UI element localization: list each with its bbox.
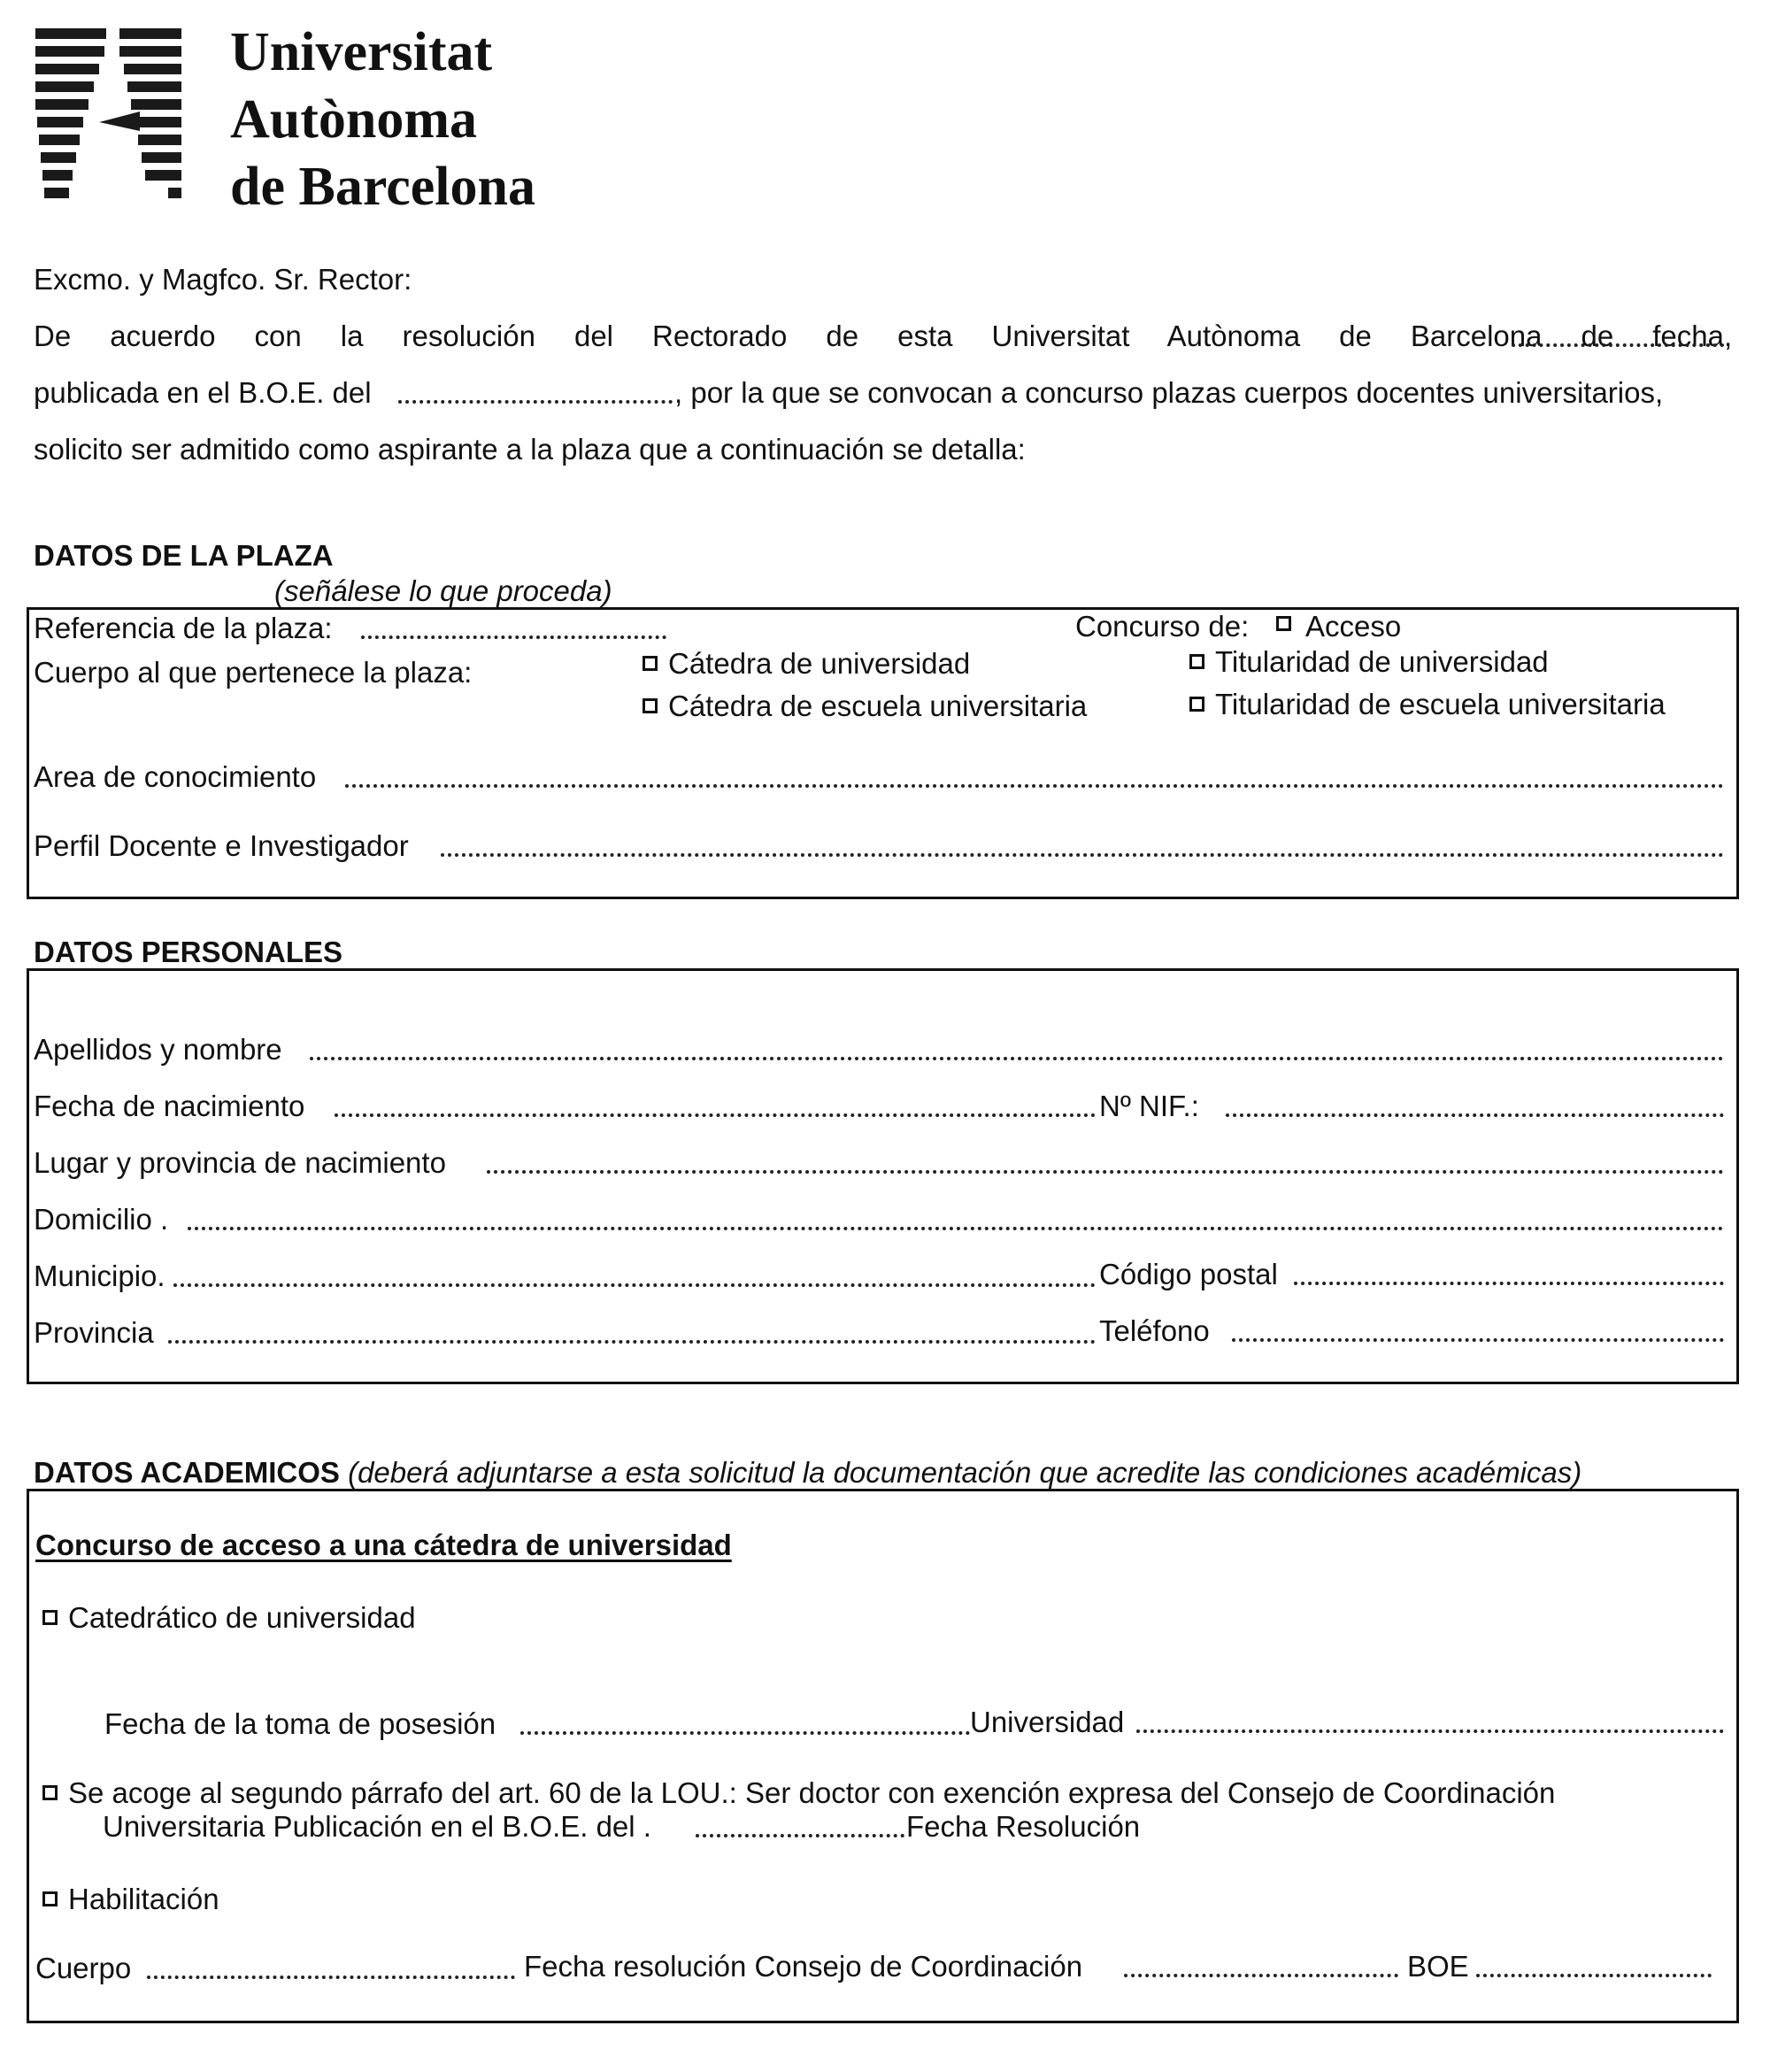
fecha-consejo-label: Fecha resolución Consejo de Coordinación bbox=[524, 1950, 1083, 1983]
option-art60[interactable] bbox=[42, 1775, 1555, 1811]
university-name-line-3: de Barcelona bbox=[230, 157, 535, 217]
boe-field[interactable] bbox=[1476, 1974, 1712, 1977]
provincia-label: Provincia bbox=[34, 1316, 154, 1349]
nif-label: Nº NIF.: bbox=[1099, 1090, 1199, 1122]
catedra-escuela-checkbox[interactable] bbox=[643, 698, 658, 713]
titularidad-escuela-checkbox[interactable] bbox=[1189, 697, 1204, 712]
titularidad-universidad-label: Titularidad de universidad bbox=[1215, 645, 1549, 678]
lugar-nacimiento-field[interactable] bbox=[487, 1170, 1724, 1174]
municipio-label: Municipio. bbox=[34, 1259, 165, 1292]
boe-date-field[interactable] bbox=[398, 400, 673, 404]
domicilio-label: Domicilio . bbox=[34, 1203, 169, 1236]
personal-heading: DATOS PERSONALES bbox=[34, 936, 342, 968]
intro-line-2-start: publicada en el B.O.E. del bbox=[34, 376, 372, 409]
art60-fecha-resolucion-label: Fecha Resolución bbox=[906, 1810, 1141, 1843]
university-logo bbox=[35, 27, 186, 204]
subsection-title: Concurso de acceso a una cátedra de universidad bbox=[35, 1529, 732, 1561]
intro-line-1-end: , bbox=[1724, 320, 1733, 352]
intro-line-1 bbox=[34, 319, 1724, 354]
cuerpo-habilitacion-label: Cuerpo bbox=[35, 1952, 132, 1984]
university-name-line-2: Autònoma bbox=[230, 89, 478, 150]
codigo-postal-field[interactable] bbox=[1294, 1282, 1724, 1285]
provincia-field[interactable] bbox=[168, 1340, 1096, 1344]
area-field[interactable] bbox=[345, 784, 1724, 788]
cuerpo-label: Cuerpo al que pertenece la plaza: bbox=[34, 656, 473, 689]
plaza-subheading: (señálese lo que proceda) bbox=[274, 574, 612, 607]
titularidad-universidad-checkbox[interactable] bbox=[1189, 654, 1204, 669]
titularidad-escuela-label: Titularidad de escuela universitaria bbox=[1215, 688, 1666, 720]
intro-line-3: solicito ser admitido como aspirante a la plaza que a continuación se detalla: bbox=[34, 433, 1026, 466]
domicilio-field[interactable] bbox=[188, 1227, 1724, 1230]
referencia-field[interactable] bbox=[361, 635, 666, 639]
fecha-resolucion-field[interactable] bbox=[1512, 343, 1724, 347]
fecha-nacimiento-field[interactable] bbox=[335, 1113, 1096, 1117]
fecha-posesion-label: Fecha de la toma de posesión bbox=[104, 1707, 496, 1740]
perfil-label: Perfil Docente e Investigador bbox=[34, 829, 409, 862]
art60-line-2-start: Universitaria Publicación en el B.O.E. del . bbox=[103, 1810, 651, 1843]
academic-heading-line bbox=[34, 1455, 1581, 1490]
habilitacion-label: Habilitación bbox=[68, 1883, 219, 1915]
catedra-escuela-label: Cátedra de escuela universitaria bbox=[668, 689, 1088, 722]
plaza-heading: DATOS DE LA PLAZA bbox=[34, 539, 334, 572]
uab-emblem-icon bbox=[35, 27, 186, 204]
intro-line-1-text: De acuerdo con la resolución del Rectorado de esta Universitat Autònoma de Barcelona de fecha bbox=[34, 320, 1724, 352]
telefono-label: Teléfono bbox=[1099, 1314, 1210, 1347]
academic-heading-note: (deberá adjuntarse a esta solicitud la documentación que acredite las condiciones académicas) bbox=[348, 1456, 1582, 1489]
university-name-line-1: Universitat bbox=[230, 22, 493, 82]
option-titularidad-escuela[interactable] bbox=[1189, 687, 1666, 722]
fecha-posesion-field[interactable] bbox=[520, 1731, 970, 1735]
concurso-label: Concurso de: bbox=[1075, 610, 1250, 643]
nif-field[interactable] bbox=[1226, 1113, 1724, 1117]
catedra-universidad-checkbox[interactable] bbox=[643, 656, 658, 671]
habilitacion-checkbox[interactable] bbox=[42, 1891, 58, 1906]
academic-box bbox=[27, 1489, 1739, 2023]
municipio-field[interactable] bbox=[173, 1283, 1096, 1287]
boe-label: BOE bbox=[1407, 1950, 1469, 1983]
fecha-consejo-field[interactable] bbox=[1124, 1974, 1398, 1977]
telefono-field[interactable] bbox=[1232, 1338, 1724, 1342]
academic-heading: DATOS ACADEMICOS bbox=[34, 1456, 340, 1489]
option-habilitacion[interactable] bbox=[42, 1882, 219, 1917]
perfil-field[interactable] bbox=[441, 853, 1724, 857]
catedratico-label: Catedrático de universidad bbox=[68, 1601, 416, 1634]
apellidos-label: Apellidos y nombre bbox=[34, 1033, 282, 1066]
lugar-nacimiento-label: Lugar y provincia de nacimiento bbox=[34, 1146, 446, 1179]
option-catedra-universidad[interactable] bbox=[643, 646, 970, 682]
option-catedra-escuela[interactable] bbox=[643, 689, 1087, 724]
catedratico-checkbox[interactable] bbox=[42, 1610, 58, 1625]
cuerpo-habilitacion-field[interactable] bbox=[147, 1976, 515, 1979]
area-label: Area de conocimiento bbox=[34, 760, 317, 793]
acceso-checkbox[interactable] bbox=[1276, 616, 1291, 631]
art60-line-1: Se acoge al segundo párrafo del art. 60 de la LOU.: Ser doctor con exención expresa del Consejo de Coordinación bbox=[68, 1776, 1556, 1809]
codigo-postal-label: Código postal bbox=[1099, 1258, 1278, 1290]
option-catedratico[interactable] bbox=[42, 1600, 416, 1636]
apellidos-field[interactable] bbox=[310, 1057, 1724, 1060]
referencia-label: Referencia de la plaza: bbox=[34, 612, 333, 644]
acceso-label: Acceso bbox=[1305, 610, 1402, 643]
universidad-field[interactable] bbox=[1136, 1729, 1724, 1733]
art60-boe-field[interactable] bbox=[696, 1834, 904, 1837]
art60-checkbox[interactable] bbox=[42, 1785, 58, 1800]
catedra-universidad-label: Cátedra de universidad bbox=[668, 647, 971, 680]
option-titularidad-universidad[interactable] bbox=[1189, 644, 1549, 680]
fecha-nacimiento-label: Fecha de nacimiento bbox=[34, 1090, 305, 1122]
salutation: Excmo. y Magfco. Sr. Rector: bbox=[34, 263, 412, 296]
universidad-label: Universidad bbox=[970, 1706, 1125, 1738]
intro-line-2-end: , por la que se convocan a concurso plazas cuerpos docentes universitarios, bbox=[674, 376, 1664, 409]
